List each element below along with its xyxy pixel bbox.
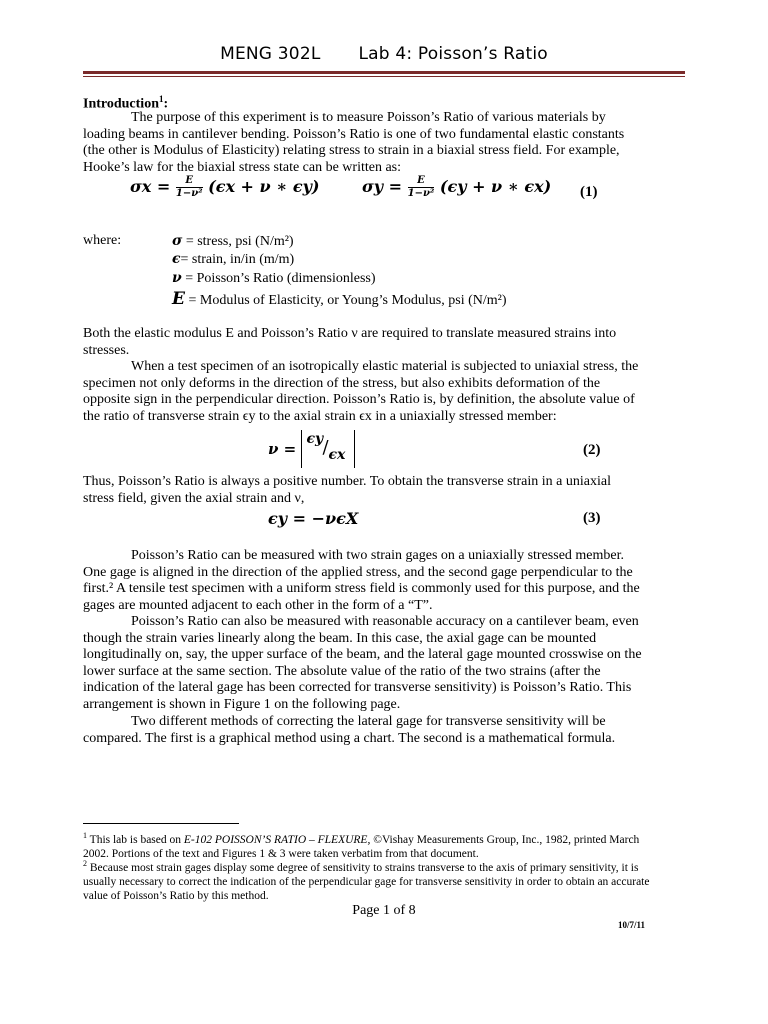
- course-code: MENG 302L: [220, 44, 321, 64]
- equation-3: ϵy = −νϵX: [268, 509, 359, 528]
- revision-date: 10/7/11: [618, 920, 646, 930]
- paragraph-cantilever: Poisson’s Ratio can also be measured with reasonable accuracy on a cantilever beam, even though the strain varies linearly along the beam. In this case, the axial gage can be mounted longitudinally on, say, the upper surface of the beam, and the lateral gage mounted crosswise on the lower surface at the same section. The absolute value of the ratio of the two strains (after the indication of the lateral gage has been corrected for transverse sensitivity) is Poisson’s Ratio. This arrangement is shown in Figure 1 on the following page.: [83, 614, 642, 712]
- footnote-2: $^2$ Because most strain gages display some degree of sensitivity to strains transverse to the axis of primary sensitivity, it is usually necessary to correct the indication of the perpendicular gage for transverse sensitivity in order to obtain an accurate value of Poisson’s Ratio by this method.: [83, 859, 650, 902]
- equation-2: ν = ϵy / ϵx: [268, 430, 355, 468]
- definition-strain: ϵ= strain, in/in (m/m): [172, 251, 295, 267]
- paragraph-methods: Two different methods of correcting the lateral gage for transverse sensitivity will be compared. The first is a graphical method using a chart. The second is a mathematical formula.: [83, 714, 616, 746]
- definition-poisson: ν = Poisson’s Ratio (dimensionless): [172, 270, 376, 286]
- section-title: Introduction$^1$:: [83, 94, 169, 112]
- equation-2-number: (2): [583, 442, 601, 458]
- intro-paragraph: The purpose of this experiment is to measure Poisson’s Ratio of various materials by loading beams in cantilever bending. Poisson’s Ratio is one of two fundamental elastic constants (the other is Modulus of Elasticity) relating stress to strain in a biaxial stress field. For example, Hooke’s law for the biaxial stress state can be written as:: [83, 110, 625, 175]
- where-label: where:: [83, 233, 122, 248]
- paragraph-two-gages: Poisson’s Ratio can be measured with two strain gages on a uniaxially stressed member. One gage is aligned in the direction of the applied stress, and the second gage perpendicular to the first.² A tensile test specimen with a uniform stress field is commonly used for this purpose, and the gages are mounted adjacent to each other in the form of a “T”.: [83, 548, 640, 613]
- equation-1-right: σy = $\frac{E}{\text{1−ν²}}$ (ϵy + ν ∗ ϵx): [362, 175, 552, 199]
- footnote-ref-1: 1: [158, 94, 164, 104]
- footnote-1: $^1$ This lab is based on E-102 POISSON’S RATIO – FLEXURE, ©Vishay Measurements Group, Inc., 1982, printed March 2002. Portions of the text and Figures 1 & 3 were taken verbatim from that document.: [83, 831, 640, 860]
- paragraph-uniaxial-stress: When a test specimen of an isotropically elastic material is subjected to uniaxial stress, the specimen not only deforms in the direction of the stress, but also exhibits deformation of the opposite sign in the perpendicular direction. Poisson’s Ratio is, by definition, the absolute value of the ratio of transverse strain ϵy to the axial strain ϵx in a uniaxially stressed member:: [83, 359, 639, 424]
- lab-title: Lab 4: Poisson’s Ratio: [358, 44, 548, 64]
- page-number: Page 1 of 8: [352, 903, 416, 918]
- equation-3-number: (3): [583, 510, 601, 526]
- definition-modulus: E = Modulus of Elasticity, or Young’s Modulus, psi (N/m²): [172, 289, 507, 309]
- header-rule-thin: [83, 76, 685, 77]
- equation-1-number: (1): [580, 184, 598, 200]
- definition-stress: σ = stress, psi (N/m²): [172, 233, 294, 249]
- footnote-divider: [83, 823, 239, 824]
- page-header: [0, 44, 768, 64]
- header-rule-thick: [83, 71, 685, 74]
- paragraph-elastic-modulus: Both the elastic modulus E and Poisson’s Ratio ν are required to translate measured strains into stresses.: [83, 326, 617, 358]
- equation-1-left: σx = $\frac{E}{\text{1−ν²}}$ (ϵx + ν ∗ ϵy): [130, 175, 320, 199]
- paragraph-positive-number: Thus, Poisson’s Ratio is always a positive number. To obtain the transverse strain in a uniaxial stress field, given the axial strain and ν,: [83, 474, 611, 506]
